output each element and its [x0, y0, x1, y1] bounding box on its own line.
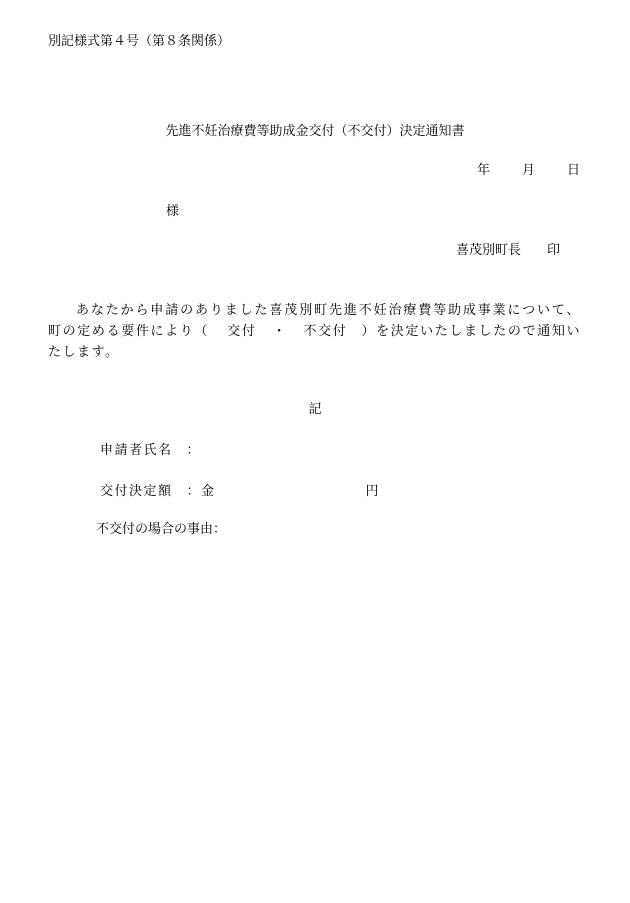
- applicant-colon: ：: [186, 443, 202, 458]
- date-day: 日: [566, 163, 580, 178]
- applicant-name-row: [100, 443, 201, 459]
- applicant-name-label: 申請者氏名: [100, 443, 173, 458]
- issuer-name: 喜茂別町長: [455, 243, 521, 258]
- yen-unit: 円: [365, 484, 381, 499]
- issuer-line: [456, 243, 560, 259]
- option-nogrant: 不交付: [303, 324, 348, 339]
- option-separator: ・: [272, 324, 288, 339]
- option-grant: 交付: [227, 324, 257, 339]
- body-part2: ）を決定いたしましたので通知いたします。: [48, 324, 581, 360]
- grant-amount-prefix: ：金: [186, 484, 216, 499]
- body-part1: あなたから申請のありました喜茂別町先進不妊治療費等助成事業について、町の定める要件により（: [48, 303, 581, 339]
- grant-amount-row: [100, 484, 380, 500]
- date-month: 月: [521, 163, 535, 178]
- date-line: [477, 163, 580, 179]
- document-title: 先進不妊治療費等助成金交付（不交付）決定通知書: [165, 124, 465, 139]
- recipient-honorific: 様: [166, 204, 180, 219]
- grant-amount-label: 交付決定額: [100, 484, 173, 499]
- seal-mark: 印: [546, 243, 560, 258]
- ki-heading: 記: [308, 402, 322, 417]
- nogrant-reason-label: 不交付の場合の事由：: [96, 522, 227, 537]
- form-number: 別記様式第４号（第８条関係）: [48, 34, 231, 49]
- notice-body: [48, 300, 581, 363]
- date-year: 年: [476, 163, 490, 178]
